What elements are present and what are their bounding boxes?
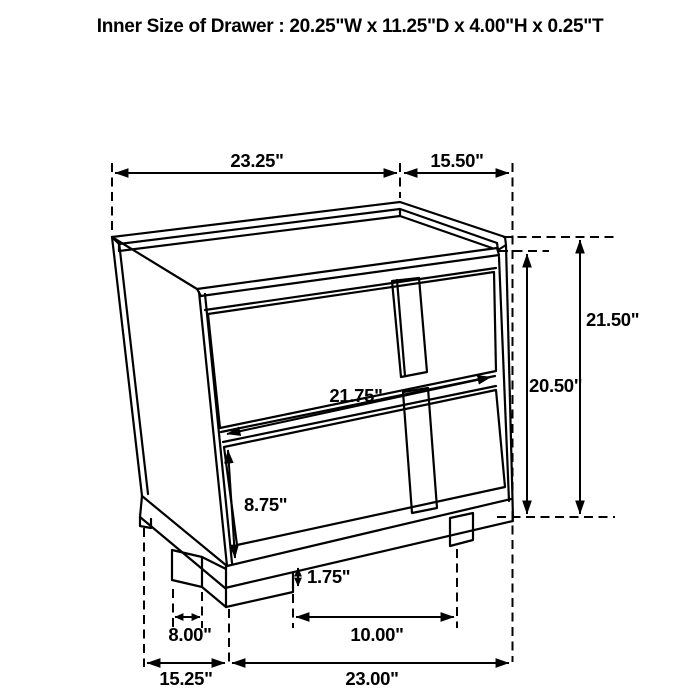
label-carcass-height: 20.50" xyxy=(529,375,583,396)
corner-leg-side-bottom xyxy=(202,587,226,607)
extension-lines xyxy=(112,163,615,667)
label-top-depth: 15.50" xyxy=(430,150,484,171)
page-title: Inner Size of Drawer : 20.25"W x 11.25"D x 4.00"H x 0.25"T xyxy=(96,16,604,37)
label-drawer-width: 21.75" xyxy=(329,385,383,406)
front-right-leg xyxy=(450,513,473,546)
side-panel-back-edge xyxy=(112,237,142,496)
furniture-drawing xyxy=(112,202,513,607)
base-band-bottom-edge xyxy=(225,521,513,588)
label-top-width: 23.25" xyxy=(230,150,284,171)
side-panel-back-inner-edge xyxy=(119,242,148,494)
side-band-left-edge xyxy=(140,496,142,517)
front-left-leg xyxy=(226,573,293,607)
tabletop-top-edge xyxy=(112,237,197,289)
label-foot-height: 1.75" xyxy=(307,566,351,587)
label-drawer-height: 8.75" xyxy=(244,494,288,515)
label-front-cutout: 10.00" xyxy=(350,624,404,645)
label-total-height: 21.50" xyxy=(586,309,640,330)
label-overall-depth: 15.25" xyxy=(159,668,213,689)
pull-strip-upper-inner-line xyxy=(397,280,405,376)
gallery-rail-right-end xyxy=(497,237,506,250)
label-overall-width: 23.00" xyxy=(345,668,399,689)
front-left-stile-outer xyxy=(199,292,227,566)
tabletop-front-edge xyxy=(197,248,497,289)
label-side-cutout: 8.00" xyxy=(168,624,212,645)
